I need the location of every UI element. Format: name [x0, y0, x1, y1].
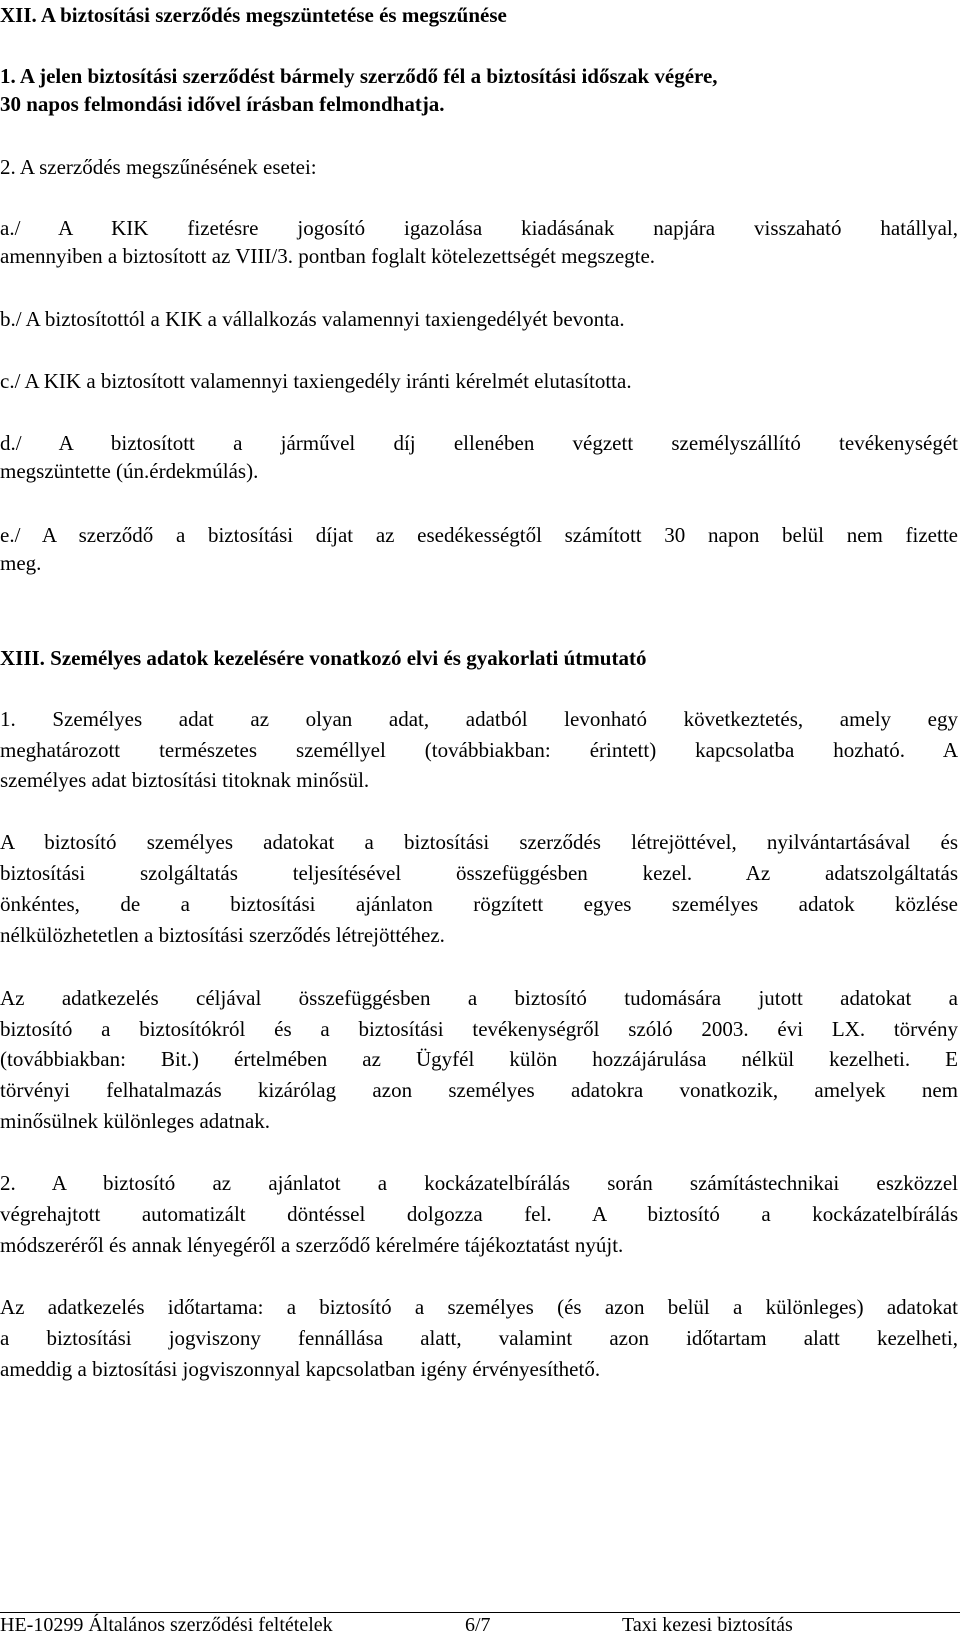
footer-rule [0, 1612, 960, 1613]
case-a-line-1: a./ A KIK fizetésre jogosító igazolása kiadásának napjára visszaható hatállyal, [0, 216, 958, 240]
para-1-line-1: 1. Személyes adat az olyan adat, adatból levonható következtetés, amely egy [0, 707, 958, 731]
para-3-line-1: Az adatkezelés céljával összefüggésben a biztosító tudomására jutott adatokat a [0, 986, 958, 1010]
case-d-line-2: megszüntette (ún.érdekmúlás). [0, 459, 259, 483]
section-12-item-1-line-2: 30 napos felmondási idővel írásban felmondhatja. [0, 92, 445, 116]
para-3-line-2: biztosító a biztosítókról és a biztosítási tevékenységről szóló 2003. évi LX. törvény [0, 1017, 958, 1041]
case-c: c./ A KIK a biztosított valamennyi taxiengedély iránti kérelmét elutasította. [0, 369, 632, 393]
para-1-line-2: meghatározott természetes személlyel (továbbiakban: érintett) kapcsolatba hozható. A [0, 738, 958, 762]
para-4-line-1: 2. A biztosító az ajánlatot a kockázatelbírálás során számítástechnikai eszközzel [0, 1171, 958, 1195]
para-3-line-3: (továbbiakban: Bit.) értelmében az Ügyfél külön hozzájárulása nélkül kezelheti. E [0, 1047, 958, 1071]
para-3-line-4: törvényi felhatalmazás kizárólag azon személyes adatokra vonatkozik, amelyek nem [0, 1078, 958, 1102]
footer-document-code: HE-10299 Általános szerződési feltételek [0, 1614, 333, 1636]
para-3-line-5: minősülnek különleges adatnak. [0, 1109, 271, 1133]
para-1-line-3: személyes adat biztosítási titoknak minősül. [0, 768, 370, 792]
section-12-heading: XII. A biztosítási szerződés megszüntetése és megszűnése [0, 3, 507, 27]
case-e-line-1: e./ A szerződő a biztosítási díjat az esedékességtől számított 30 napon belül nem fizette [0, 523, 958, 547]
case-e-line-2: meg. [0, 551, 42, 575]
para-2-line-2: biztosítási szolgáltatás teljesítésével összefüggésben kezel. Az adatszolgáltatás [0, 861, 958, 885]
para-5-line-1: Az adatkezelés időtartama: a biztosító a személyes (és azon belül a különleges) adatokat [0, 1295, 958, 1319]
case-a-line-2: amennyiben a biztosított az VIII/3. pontban foglalt kötelezettségét megszegte. [0, 244, 656, 268]
para-2-line-3: önkéntes, de a biztosítási ajánlaton rögzített egyes személyes adatok közlése [0, 892, 958, 916]
para-5-line-3: ameddig a biztosítási jogviszonnyal kapcsolatban igény érvényesíthető. [0, 1357, 601, 1381]
para-2-line-1: A biztosító személyes adatokat a biztosítási szerződés létrejöttével, nyilvántartásával és [0, 830, 958, 854]
section-12-item-2: 2. A szerződés megszűnésének esetei: [0, 155, 317, 179]
footer-product-name: Taxi kezesi biztosítás [622, 1614, 793, 1636]
case-d-line-1: d./ A biztosított a járművel díj ellenében végzett személyszállító tevékenységét [0, 431, 958, 455]
case-b: b./ A biztosítottól a KIK a vállalkozás valamennyi taxiengedélyét bevonta. [0, 307, 625, 331]
para-4-line-3: módszeréről és annak lényegéről a szerződő kérelmére tájékoztatást nyújt. [0, 1233, 624, 1257]
section-13-heading: XIII. Személyes adatok kezelésére vonatkozó elvi és gyakorlati útmutató [0, 646, 647, 670]
para-5-line-2: a biztosítási jogviszony fennállása alatt, valamint azon időtartam alatt kezelheti, [0, 1326, 958, 1350]
footer-page-number: 6/7 [465, 1614, 491, 1636]
section-12-item-1-line-1: 1. A jelen biztosítási szerződést bármely szerződő fél a biztosítási időszak végére, [0, 64, 718, 88]
para-2-line-4: nélkülözhetetlen a biztosítási szerződés létrejöttéhez. [0, 923, 445, 947]
para-4-line-2: végrehajtott automatizált döntéssel dolgozza fel. A biztosító a kockázatelbírálás [0, 1202, 958, 1226]
